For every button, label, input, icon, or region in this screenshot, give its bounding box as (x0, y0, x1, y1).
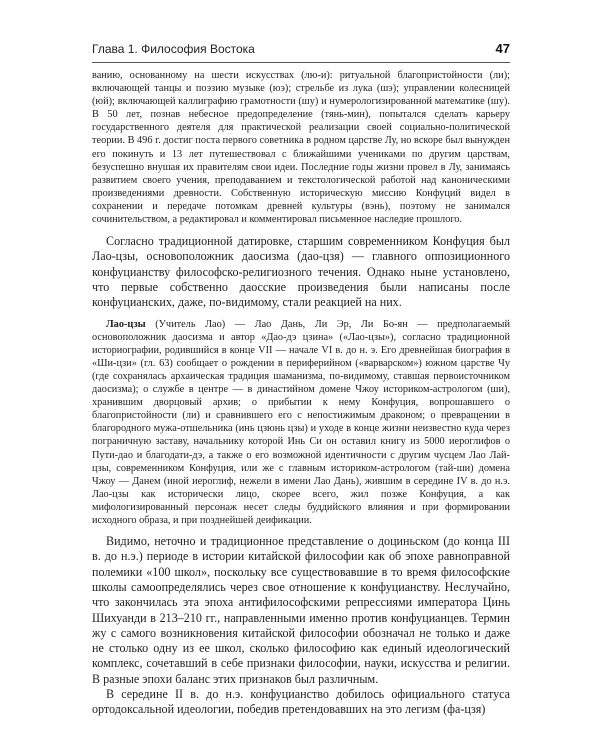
term-laozi: Лао-цзы (106, 318, 146, 330)
paragraph-hundred-schools: Видимо, неточно и традиционное представление о доциньском (до конца III в. до н.э.) периоде в истории китайской философии как об эпохе равноправной полемики «100 школ», поскольку все существовавшие в то время философские школы самоопределялись через свое отношение к конфуцианству. Неслучайно, что закончилась эта эпоха антифилософскими репрессиями императора Цинь Шихуанди в 213–210 гг., направленными именно против конфуцианцев. Термин жу с самого возникновения китайской философии обозначал не только и даже не столько одну из ее школ, сколько философию как единый идеологический комплекс, сочетавший в себе признаки философии, науки, искусства и религии. В разные эпохи баланс этих признаков был различным. (92, 534, 510, 686)
paragraph-laozi-intro: Согласно традиционной датировке, старшим современником Конфуция был Лао-цзы, основоположник даосизма (дао-цзя) — главного оппозиционного конфуцианству философско-религиозного течения. Однако ныне установлено, что первые собственно даосские произведения были написаны после конфуцианских, даже, по-видимому, стали реакцией на них. (92, 234, 510, 310)
running-header (92, 40, 510, 63)
page-body (92, 69, 510, 718)
laozi-bio-text: (Учитель Лао) — Лао Дань, Ли Эр, Ли Бо-ян — предполагаемый основоположник даосизма и автор «Дао-дэ цзина» («Лао-цзы»), согласно традиционной историографии, родившийся в конце VII — начале VI в. до н. э. Его древнейшая биография в «Ши-цзи» (гл. 63) сообщает о рождении в периферийном («варварском») южном царстве Чу (где сохранялась архаическая традиция шаманизма, по-видимому, ставшая первоисточником даосизма); о службе в центре — в династийном домене Чжоу историком-астрологом (ши), хранившим дворцовый архив; о прибытии к нему Конфуция, вопрошавшего о благопристойности (ли) и сравнившего его с непостижимым драконом; о превращении в благородного мужа-отшельника (инь цзюнь цзы) и уходе в конце жизни неизвестно куда через пограничную заставу, начальнику которой Инь Си он оставил книгу из 5000 иероглифов о Пути-дао и благодати-дэ, а также о его возможной идентичности с другим чусцем Лао Лай-цзы, современником Конфуция, или же с главным историком-астрологом (тай-ши) домена Чжоу — Данем (иной иероглиф, нежели в имени Лао Дань), жившим в середине IV в. до н.э. Лао-цзы как исторически лицо, скорее всего, жил позже Конфуция, а как мифологизированный персонаж несет следы буддийского влияния и при формировании исходного образа, и при позднейшей деификации. (92, 318, 510, 527)
paragraph-confucius-bio: ванию, основанному на шести искусствах (лю-и): ритуальной благопристойности (ли); включающей танцы и поэзию музыке (юэ); стрельбе из лука (шэ); управлении колесницей (юй); включающей каллиграфию грамотности (шу) и нумерологизированной математике (шу). В 50 лет, познав небесное предопределение (тянь-мин), попытался сделать карьеру государственного деятеля для практической реализации своей социально-политической теории. В 496 г. достиг поста первого советника в родном царстве Лу, но вскоре был вынужден его покинуть и 13 лет путешествовал с ближайшими учениками по другим царствам, безуспешно внушая их правителям свои идеи. Последние годы жизни провел в Лу, занимаясь развитием своего учения, преподаванием и текстологической работой над каноническими произведениями древности. Собственную историческую миссию Конфуций видел в сохранении и передаче потомкам древней культуры (вэнь), поэтому не занимался сочинительством, а редактировал и комментировал письменное наследие прошлого. (92, 70, 510, 226)
page-number: 47 (495, 41, 510, 56)
paragraph-laozi-bio (92, 318, 510, 528)
paragraph-orthodoxy: В середине II в. до н.э. конфуцианство добилось официального статуса ортодоксальной идеологии, победив претендовавших на это легизм (фа-цзя) (92, 687, 510, 717)
chapter-title: Глава 1. Философия Востока (92, 42, 255, 56)
